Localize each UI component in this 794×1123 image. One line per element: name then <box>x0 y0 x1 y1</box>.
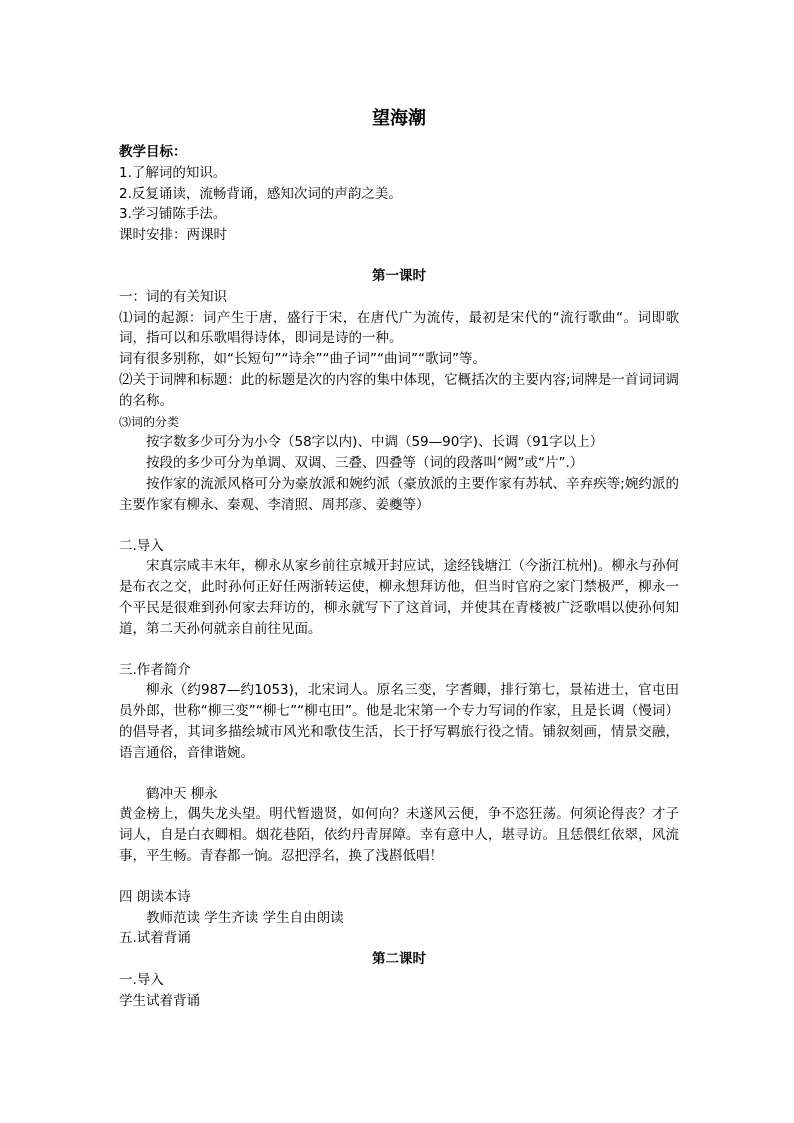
section1-heading: 一：词的有关知识 <box>119 288 227 305</box>
category-by-length: 按字数多少可分为小令（58字以内)、中调（59—90字)、长调（91字以上） <box>146 434 604 451</box>
word-aliases-paragraph: 词有很多别称，如“长短句”“诗余”“曲子词”“曲词”“歌词”等。 <box>119 351 486 368</box>
lesson1-heading: 第一课时 <box>372 267 426 284</box>
document-page <box>119 104 679 1011</box>
poem-title: 鹤冲天 柳永 <box>146 785 218 802</box>
section5-heading: 五.试着背诵 <box>119 930 191 947</box>
word-origin-paragraph: ⑴词的起源：词产生于唐，盛行于宋，在唐代广为流传，最初是宋代的“流行歌曲“。词即歌词，指可以和乐歌唱得诗体，即词是诗的一种。 <box>119 309 679 347</box>
goals-heading: 教学目标： <box>119 144 187 160</box>
intro-paragraph: 宋真宗咸丰末年，柳永从家乡前往京城开封应试，途经钱塘江（今浙江杭州)。柳永与孙何是布衣之交，此时孙何正好任两浙转运使，柳永想拜访他，但当时官府之家门禁极严，柳永一个平民是很难到孙何家去拜访的，柳永就写下了这首词，并使其在青楼被广泛歌唱以使孙何知道，第二天孙何就亲自前往见面。 <box>119 558 679 637</box>
section3-heading: 三.作者简介 <box>119 661 191 678</box>
goal-item-2: 2.反复诵读，流畅背诵，感知次词的声韵之美。 <box>119 185 402 202</box>
schedule-text: 课时安排：两课时 <box>119 227 227 244</box>
poem-text: 黄金榜上，偶失龙头望。明代暂遗贤，如何向？未遂风云便，争不恣狂荡。何须论得丧？才子词人，自是白衣卿相。烟花巷陌，依约丹青屏障。幸有意中人，堪寻访。且恁偎红依翠，风流事，平生畅。青春都一饷。忍把浮名，换了浅斟低唱！ <box>119 806 679 864</box>
lesson2-heading: 第二课时 <box>372 951 426 968</box>
category-by-style: 按作家的流派风格可分为豪放派和婉约派（豪放派的主要作家有苏轼、辛弃疾等;婉约派的主要作家有柳永、秦观、李清照、周邦彦、姜夔等） <box>119 475 679 513</box>
section4-heading: 四 朗读本诗 <box>119 888 191 905</box>
lesson2-section1-text: 学生试着背诵 <box>119 992 200 1009</box>
goal-item-3: 3.学习铺陈手法。 <box>119 206 227 223</box>
lesson2-section1-heading: 一.导入 <box>119 971 164 988</box>
category-by-section: 按段的多少可分为单调、双调、三叠、四叠等（词的段落叫“阙”或“片”.） <box>146 455 584 472</box>
section2-heading: 二.导入 <box>119 537 164 554</box>
word-title-paragraph: ⑵关于词牌和标题：此的标题是次的内容的集中体现，它概括次的主要内容;词牌是一首词词调的名称。 <box>119 371 679 409</box>
reading-activities: 教师范读 学生齐读 学生自由朗读 <box>146 909 344 926</box>
author-paragraph: 柳永（约987—约1053)，北宋词人。原名三变，字耆卿，排行第七，景祐进士，官屯田员外郎，世称“柳三变”“柳七”“柳屯田”。他是北宋第一个专力写词的作家，且是长调（慢词）的倡导者，其词多描绘城市风光和歌伎生活，长于抒写羁旅行役之情。铺叙刻画，情景交融，语言通俗，音律谐婉。 <box>119 682 679 761</box>
word-category-heading: ⑶词的分类 <box>119 414 180 429</box>
document-title: 望海潮 <box>372 108 426 129</box>
goal-item-1: 1.了解词的知识。 <box>119 164 227 181</box>
